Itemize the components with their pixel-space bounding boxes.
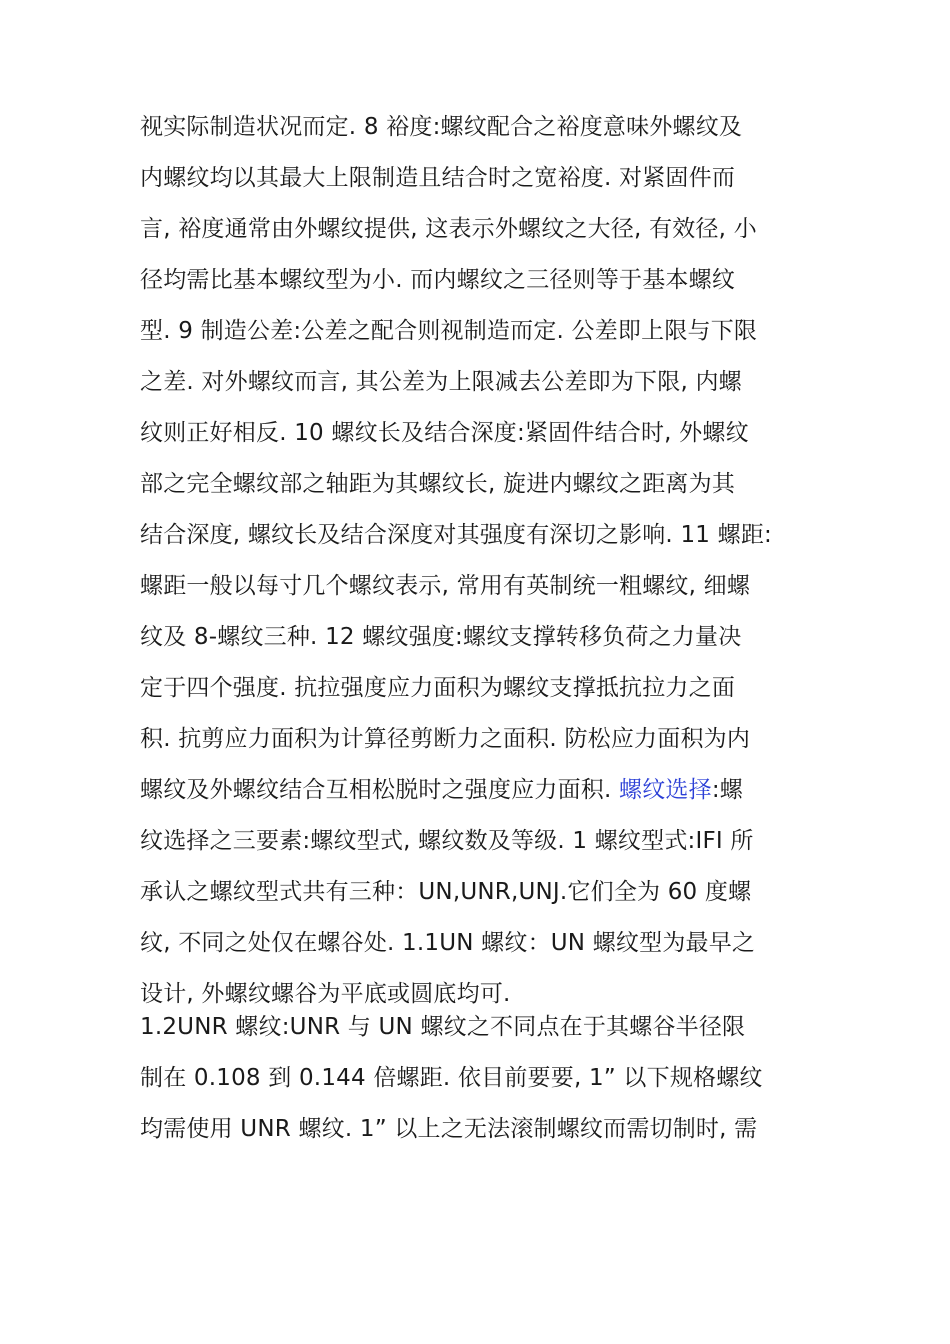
text-line: 积. 抗剪应力面积为计算径剪断力之面积. 防松应力面积为内 xyxy=(140,726,751,752)
text-line: 视实际制造状况而定. 8 裕度:螺纹配合之裕度意味外螺纹及 xyxy=(140,114,743,140)
text-line: 型. 9 制造公差:公差之配合则视制造而定. 公差即上限与下限 xyxy=(140,318,758,344)
text-line: 之差. 对外螺纹而言, 其公差为上限减去公差即为下限, 内螺 xyxy=(140,369,742,395)
text-line: 定于四个强度. 抗拉强度应力面积为螺纹支撑抵抗拉力之面 xyxy=(140,675,736,701)
text-line: 设计, 外螺纹螺谷为平底或圆底均可. xyxy=(140,981,511,1007)
text-line: 均需使用 UNR 螺纹. 1” 以上之无法滚制螺纹而需切制时, 需 xyxy=(140,1116,758,1142)
text-line: 径均需比基本螺纹型为小. 而内螺纹之三径则等于基本螺纹 xyxy=(140,267,736,293)
text-line: 内螺纹均以其最大上限制造且结合时之宽裕度. 对紧固件而 xyxy=(140,165,736,191)
text-line: 结合深度, 螺纹长及结合深度对其强度有深切之影响. 11 螺距: xyxy=(140,522,772,548)
text-line: 纹, 不同之处仅在螺谷处. 1.1UN 螺纹：UN 螺纹型为最早之 xyxy=(140,930,756,956)
text-line: 螺距一般以每寸几个螺纹表示, 常用有英制统一粗螺纹, 细螺 xyxy=(140,573,751,599)
text-line: 制在 0.108 到 0.144 倍螺距. 依目前要要, 1” 以下规格螺纹 xyxy=(140,1065,763,1091)
text-line: 纹选择之三要素:螺纹型式, 螺纹数及等级. 1 螺纹型式:IFI 所 xyxy=(140,828,754,854)
text-segment: :螺 xyxy=(711,777,743,803)
text-line: 纹及 8-螺纹三种. 12 螺纹强度:螺纹支撑转移负荷之力量决 xyxy=(140,624,742,650)
thread-selection-link[interactable]: 螺纹选择 xyxy=(619,777,712,803)
text-line: 言, 裕度通常由外螺纹提供, 这表示外螺纹之大径, 有效径, 小 xyxy=(140,216,757,242)
text-line-with-link xyxy=(140,765,830,816)
text-line: 部之完全螺纹部之轴距为其螺纹长, 旋进内螺纹之距离为其 xyxy=(140,471,736,497)
text-segment: 螺纹及外螺纹结合互相松脱时之强度应力面积. xyxy=(140,777,620,803)
paragraph-2 xyxy=(140,1002,830,1155)
paragraph-1 xyxy=(140,102,830,1020)
text-line: 纹则正好相反. 10 螺纹长及结合深度:紧固件结合时, 外螺纹 xyxy=(140,420,749,446)
text-line: 承认之螺纹型式共有三种：UN,UNR,UNJ.它们全为 60 度螺 xyxy=(140,879,752,905)
text-line: 1.2UNR 螺纹:UNR 与 UN 螺纹之不同点在于其螺谷半径限 xyxy=(140,1014,746,1040)
